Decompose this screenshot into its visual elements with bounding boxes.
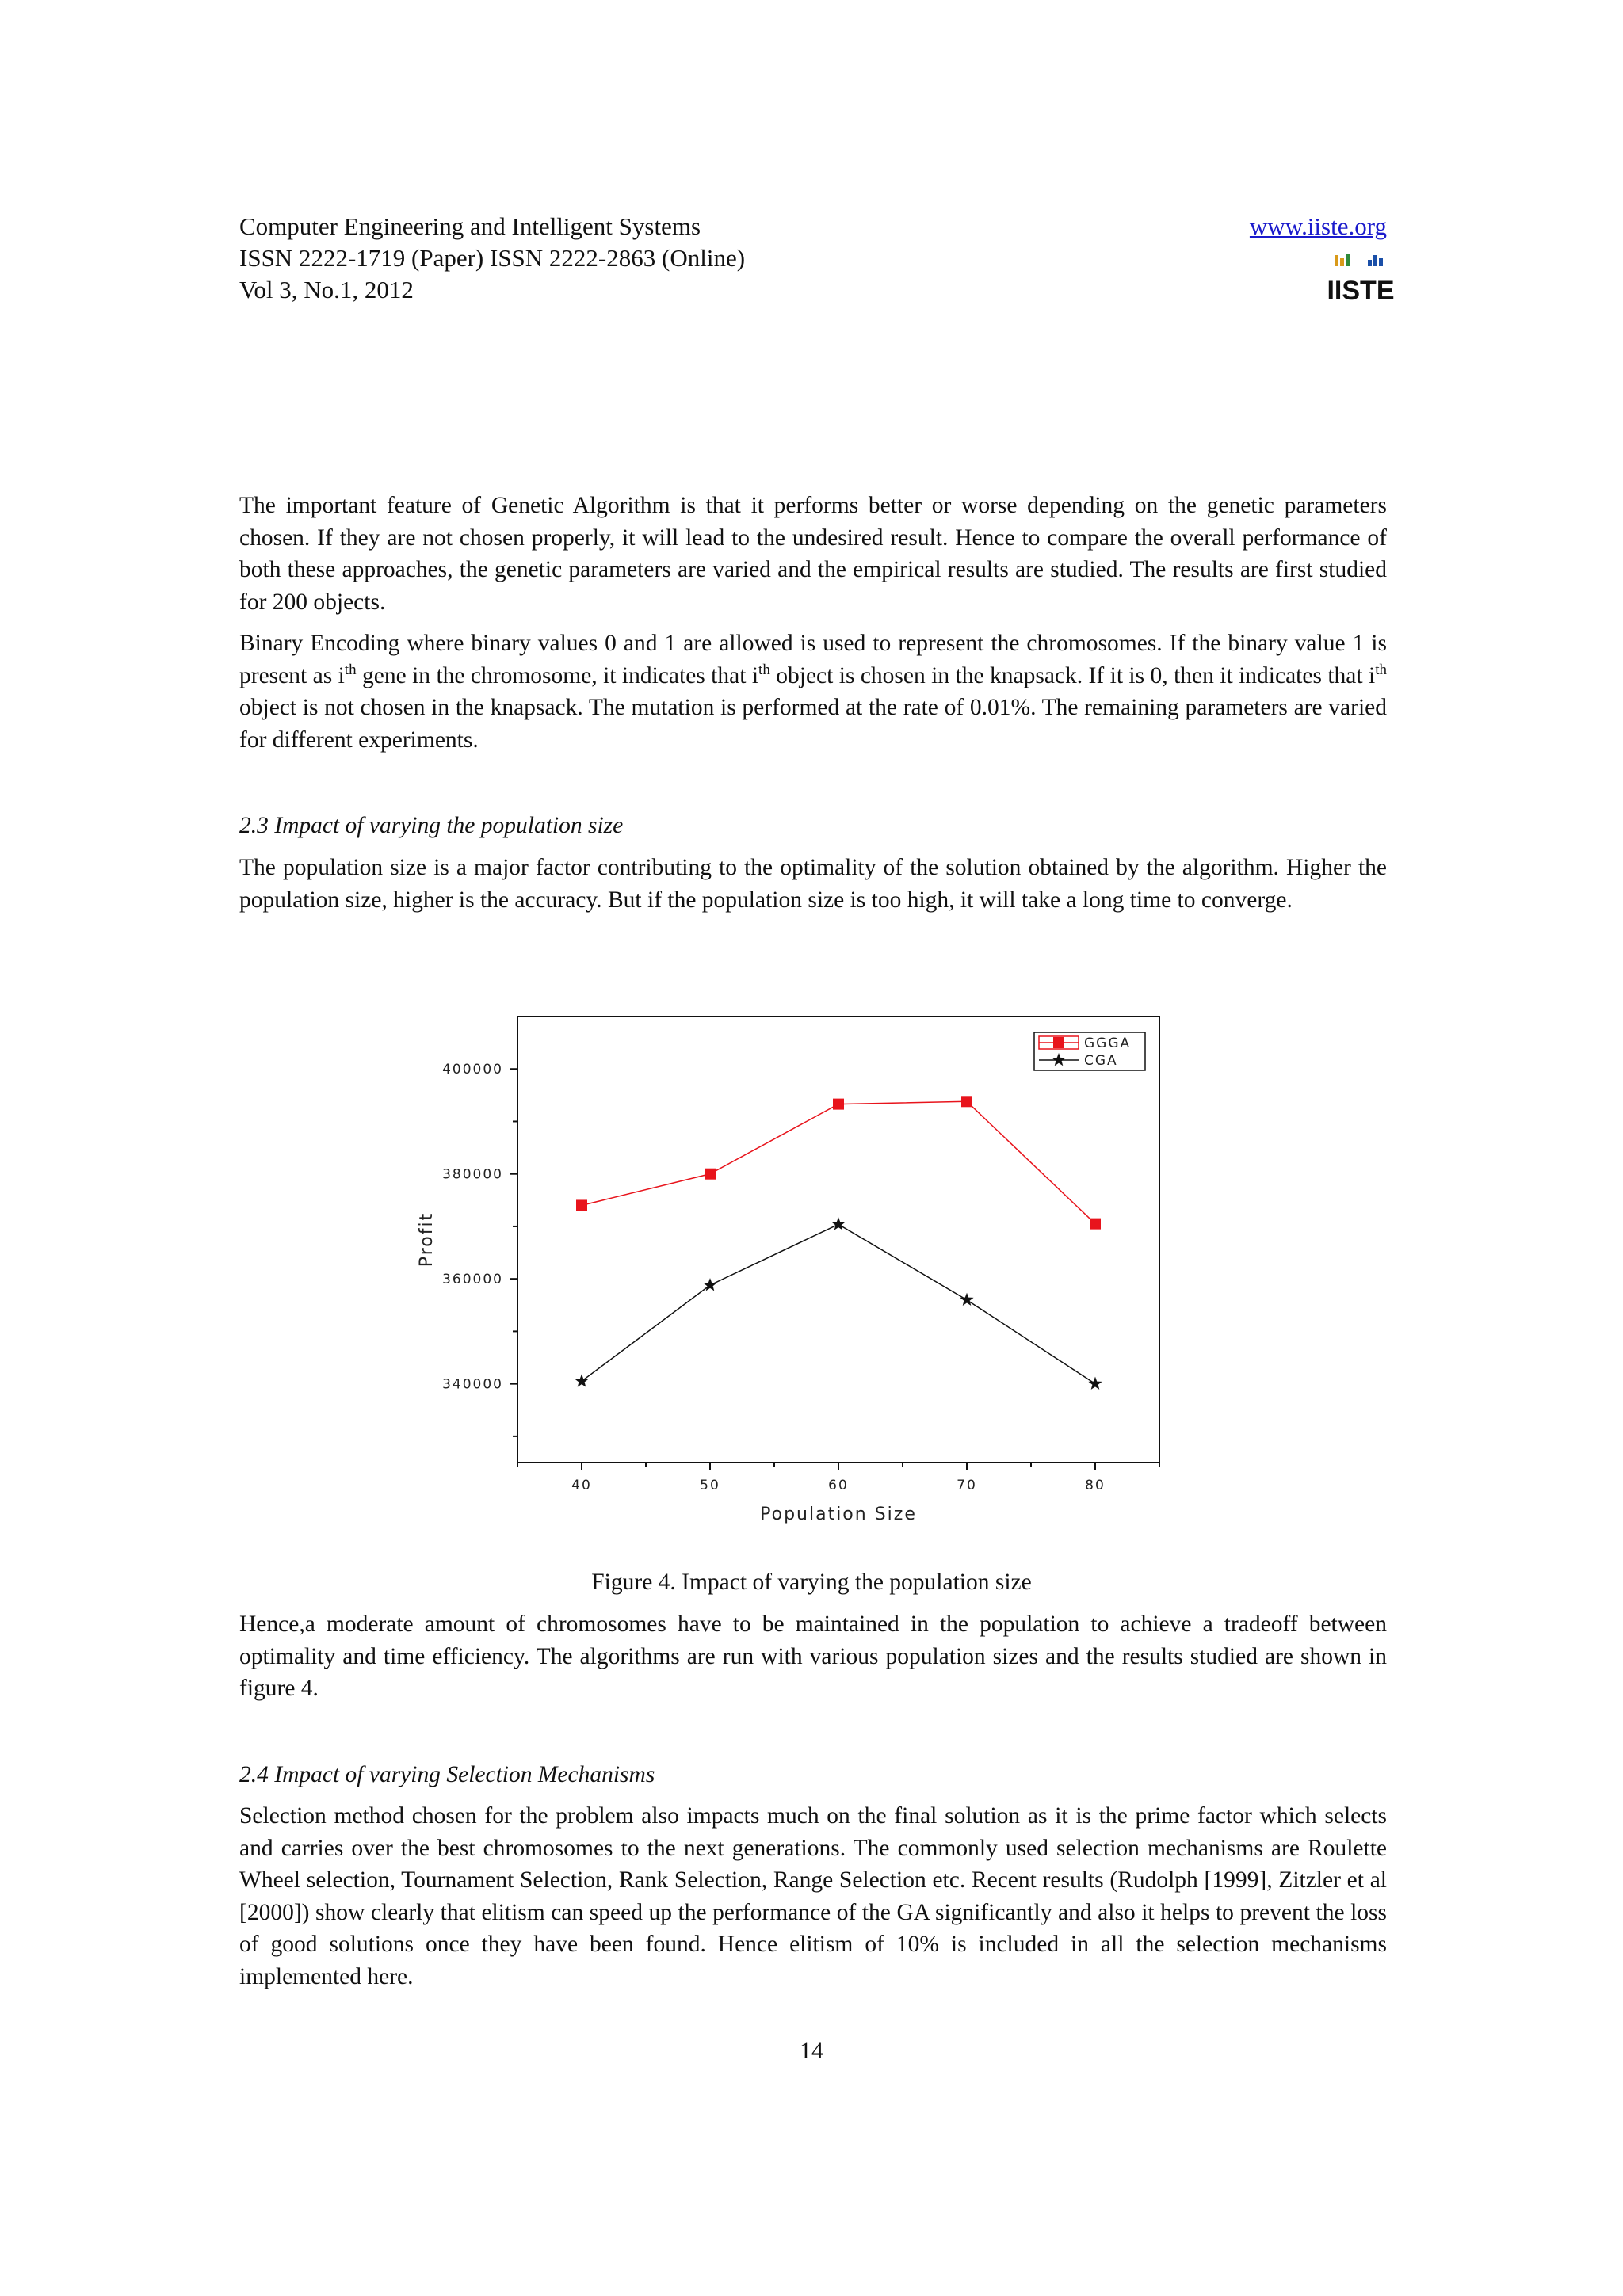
y-tick-label: 340000 (442, 1376, 503, 1393)
population-size-chart (396, 1006, 1173, 1545)
paragraph-2: Binary Encoding where binary values 0 and 1 are allowed is used to represent the chromosomes. If the binary value 1 is present as $i^{th}$ gene in the chromosome, it indicates that $i^{th}$ object is chosen in the knapsack. If it is 0, then it indicates that $i^{th}$ object is not chosen in the knapsack. The mutation is performed at the rate of 0.01%. The remaining parameters are varied for different experiments. (239, 631, 1387, 753)
journal-header (239, 211, 745, 306)
journal-volume: Vol 3, No.1, 2012 (239, 276, 414, 303)
legend-label-ggga: GGGA (1084, 1035, 1132, 1051)
y-tick-label: 400000 (442, 1062, 503, 1078)
data-point-cga (960, 1293, 973, 1306)
section-heading-2-3: 2.3 Impact of varying the population size (239, 813, 624, 838)
x-tick-label: 50 (700, 1478, 720, 1493)
x-tick-label: 60 (828, 1478, 849, 1493)
website-link[interactable]: www.iiste.org (1249, 212, 1387, 240)
data-point-cga (831, 1217, 845, 1230)
page-number: 14 (800, 2038, 823, 2064)
paragraph-1: The important feature of Genetic Algorithm is that it performs better or worse depending on the genetic parameters chosen. If they are not chosen properly, it will lead to the undesired result. Hence to compare the overall performance of both these approaches, the genetic parameters are varied and the empirical results are studied. The results are first studied for 200 objects. (239, 493, 1387, 615)
legend-label-cga: CGA (1084, 1053, 1118, 1069)
plot-frame (517, 1016, 1159, 1463)
x-tick-label: 70 (957, 1478, 977, 1493)
x-tick-label: 80 (1085, 1478, 1106, 1493)
x-tick-label: 40 (571, 1478, 592, 1493)
data-point-cga (1088, 1377, 1102, 1390)
legend-marker-ggga (1053, 1037, 1064, 1048)
data-point-ggga (705, 1169, 716, 1180)
data-point-ggga (1090, 1219, 1101, 1230)
logo-text: IISTE (1327, 276, 1395, 306)
data-point-ggga (833, 1099, 844, 1110)
iiste-logo (1327, 252, 1395, 306)
paragraph-3: The population size is a major factor contributing to the optimality of the solution obtained by the algorithm. Higher the population size, higher is the accuracy. But if the population size is too high, it will take a long time to converge. (239, 855, 1387, 913)
figure-caption: Figure 4. Impact of varying the population size (591, 1569, 1032, 1595)
y-tick-label: 360000 (442, 1272, 503, 1288)
y-axis-label: Profit (417, 1211, 437, 1268)
data-point-ggga (576, 1199, 587, 1211)
section-heading-2-4: 2.4 Impact of varying Selection Mechanisms (239, 1762, 655, 1787)
journal-title: Computer Engineering and Intelligent Systems (239, 212, 701, 240)
series-line-ggga (582, 1101, 1095, 1223)
data-point-cga (575, 1374, 588, 1386)
y-tick-label: 380000 (442, 1166, 503, 1183)
paragraph-4: Hence,a moderate amount of chromosomes have to be maintained in the population to achieve a tradeoff between optimality and time efficiency. The algorithms are run with various population sizes and the results studied are shown in figure 4. (239, 1611, 1387, 1701)
paragraph-5: Selection method chosen for the problem also impacts much on the final solution as it is the prime factor which selects and carries over the best chromosomes to the next generations. The commonly used selection mechanisms are Roulette Wheel selection, Tournament Selection, Rank Selection, Range Selection etc. Recent results (Rudolph [1999], Zitzler et al [2000]) show clearly that elitism can speed up the performance of the GA significantly and also it helps to prevent the loss of good solutions once they have been found. Hence elitism of 10% is included in all the selection mechanisms implemented here. (239, 1803, 1387, 1989)
journal-issn: ISSN 2222-1719 (Paper) ISSN 2222-2863 (Online) (239, 244, 746, 272)
data-point-ggga (961, 1096, 972, 1107)
x-axis-label: Population Size (760, 1505, 917, 1524)
series-line-cga (582, 1224, 1095, 1383)
